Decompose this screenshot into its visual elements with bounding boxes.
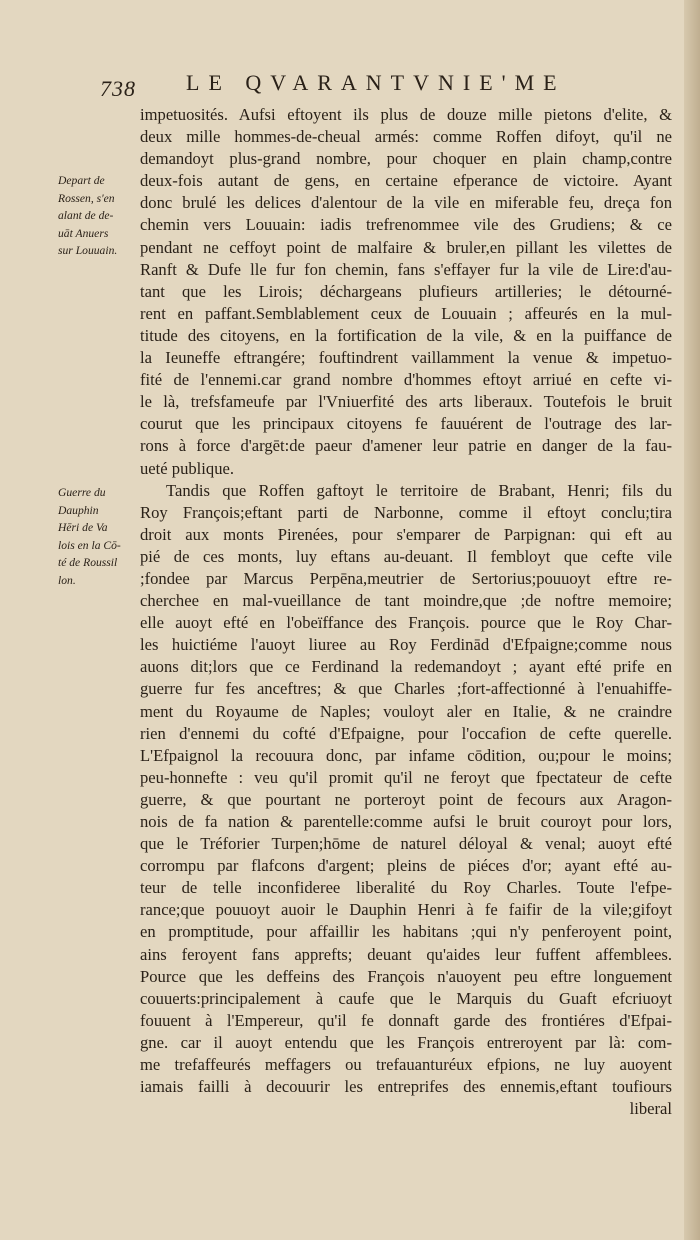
margin-note-line: Rossen, s'en [58, 191, 115, 205]
text-line: pendant ne ceffoyt point de malfaire & bruler,en pillant les vilettes de [140, 237, 672, 257]
text-line: couuerts:principalement à caufe que le Marquis du Guaft efcriuoyt [140, 988, 672, 1008]
text-line: tant que les Lirois; déchargeans plufieurs artilleries; le détourné- [140, 281, 672, 301]
margin-note-line: alant de de- [58, 209, 114, 222]
text-line: titude des citoyens, en la fortification de la vile, & en la puiffance de [140, 325, 672, 345]
paragraph-1 [140, 104, 672, 480]
text-line: cherchee en mal-vueillance de tant moindre,que ;de noftre memoire; [140, 591, 672, 611]
margin-note-guerre [58, 484, 140, 589]
text-line: courut que les principaux citoyens fe fauuérent de l'outrage des lar- [140, 414, 672, 434]
margin-note-line: lon. [58, 573, 76, 587]
text-line: impetuosités. Aufsi eftoyent ils plus de douze mille pietons d'elite, & [140, 105, 672, 124]
text-line: donc brulé les delices d'alentour de la vile en miferable feu, dreça fon [140, 193, 672, 213]
text-line: ment du Royaume de Naples; vouloyt aler en Italie, & ne craindre [140, 701, 672, 721]
text-line: corrompu par flafcons d'argent; pleins de piéces d'or; ayant efté au- [140, 856, 672, 876]
page-number: 738 [100, 76, 136, 101]
margin-note-line: sur Louuain. [58, 244, 118, 257]
text-line: guerre, & que pourtant ne porteroyt point de fecours aux Aragon- [140, 789, 672, 809]
catchword [140, 1098, 672, 1120]
text-line: que le Tréforier Turpen;hōme de naturel déloyal & venal; auoyt efté [140, 834, 672, 854]
text-line: demandoyt plus-grand nombre, pour choquer en plain champ,contre [140, 149, 672, 169]
text-line: guerre fur fes anceftres; & que Charles ;fort-affectionné à l'enuahiffe- [140, 679, 672, 699]
text-line: fouuent à l'Empereur, qu'il fe donnaft garde des frontiéres d'Efpai- [140, 1010, 672, 1030]
text-line: teur de telle inconfideree liberalité du Roy Charles. Toute l'efpe- [140, 878, 672, 898]
text-line: droit aux monts Pirenées, pour s'emparer de Parpignan: qui eft au [140, 524, 672, 544]
text-line: rien d'ennemi du cofté d'Efpaigne, pour l'occafion de cefte querelle. [140, 723, 672, 743]
catchword-text: liberal [629, 1099, 672, 1119]
margin-note-line: lois en la Cō- [58, 538, 121, 552]
text-line: en promptitude, pour affaillir les habitans ;qui n'y penferoyent point, [140, 922, 672, 942]
text-line: rance;que pouuoyt auoir le Dauphin Henri à fe faifir de la vile;gifoyt [140, 900, 672, 920]
text-line: ueté publique. [140, 458, 235, 478]
text-line: pié de ces monts, luy eftans au-deuant. Il fembloyt que cefte vile [140, 546, 672, 566]
text-line: me trefaffeurés meffagers ou trefauanturéux efpions, ne luy auoyent [140, 1055, 672, 1075]
text-line: nois de fa nation & parentelle:comme aufsi le bruit couroyt pour lors, [140, 812, 672, 831]
margin-note-line: uāt Anuers [58, 226, 109, 240]
text-line: la Ieuneffe eftrangére; fouftindrent vaillamment la venue & impetuo- [140, 348, 672, 368]
margin-note-line: Guerre du [58, 486, 106, 499]
text-line: Tandis que Roffen gaftoyt le territoire de Brabant, Henri; fils du [166, 480, 672, 500]
text-line: elle auoyt efté en l'obeïffance des François. pource que le Roy Char- [140, 613, 672, 633]
text-line: L'Efpaignol la recouura donc, par infame cōdition, ou;pour le moins; [140, 745, 672, 765]
page-edge-shadow [684, 0, 700, 1240]
margin-note-line: té de Roussil [58, 556, 118, 569]
text-line: ains feroyent fans apprefts; deuant qu'aides leur fuffent affemblees. [140, 944, 672, 964]
margin-note-line: Depart de [58, 174, 105, 187]
margin-note-line: Hēri de Va [58, 521, 108, 534]
text-line: rons à force d'argēt:de paeur d'amener leur patrie en danger de la fau- [140, 436, 672, 456]
text-line: le là, trefsfameufe par l'Vniuerfité des arts liberaux. Toutefois le bruit [140, 392, 672, 412]
running-title: LE QVARANTVNIE'ME [186, 70, 566, 95]
margin-note-depart [58, 172, 140, 260]
text-line: gne. car il auoyt entendu que les François entreroyent par là: com- [140, 1032, 672, 1052]
text-line: fité de l'ennemi.car grand nombre d'hommes eftoyt arriué en cefte vi- [140, 370, 672, 390]
text-line: rent en paffant.Semblablement ceux de Louuain ; affeurés en la mul- [140, 303, 672, 323]
text-line: Ranft & Dufe lle fur fon chemin, fans s'effayer fur la vile de Lire:d'au- [140, 259, 672, 279]
text-line: auons dit;lors que ce Ferdinand la redemandoyt ; ayant efté prife en [140, 657, 672, 677]
text-line: Roy François;eftant parti de Narbonne, comme il eftoyt conclu;tira [140, 502, 672, 522]
text-line: peu-honnefte : veu qu'il promit qu'il ne feroyt que fpectateur de cefte [140, 767, 672, 787]
text-line: ;fondee par Marcus Perpēna,meutrier de Sertorius;pouuoyt eftre re- [140, 568, 672, 588]
text-line: deux mille hommes-de-cheual armés: comme Roffen difoyt, qu'il ne [140, 127, 672, 147]
text-line: chemin vers Louuain: iadis trefrenommee vile des Grudiens; & ce [140, 215, 672, 235]
text-line: les huictiéme l'auoyt liuree au Roy Ferdinād d'Efpaigne;comme nous [140, 635, 672, 655]
paragraph-2 [140, 480, 672, 1099]
text-line: iamais failli à decouurir les entreprifes des ennemis,eftant toufiours [140, 1077, 672, 1097]
text-line: Pource que les deffeins des François n'auoyent peu eftre longuement [140, 966, 672, 986]
text-line: deux-fois autant de gens, en certaine efperance de victoire. Ayant [140, 171, 672, 191]
margin-note-line: Dauphin [58, 503, 99, 517]
main-text [140, 104, 672, 1120]
